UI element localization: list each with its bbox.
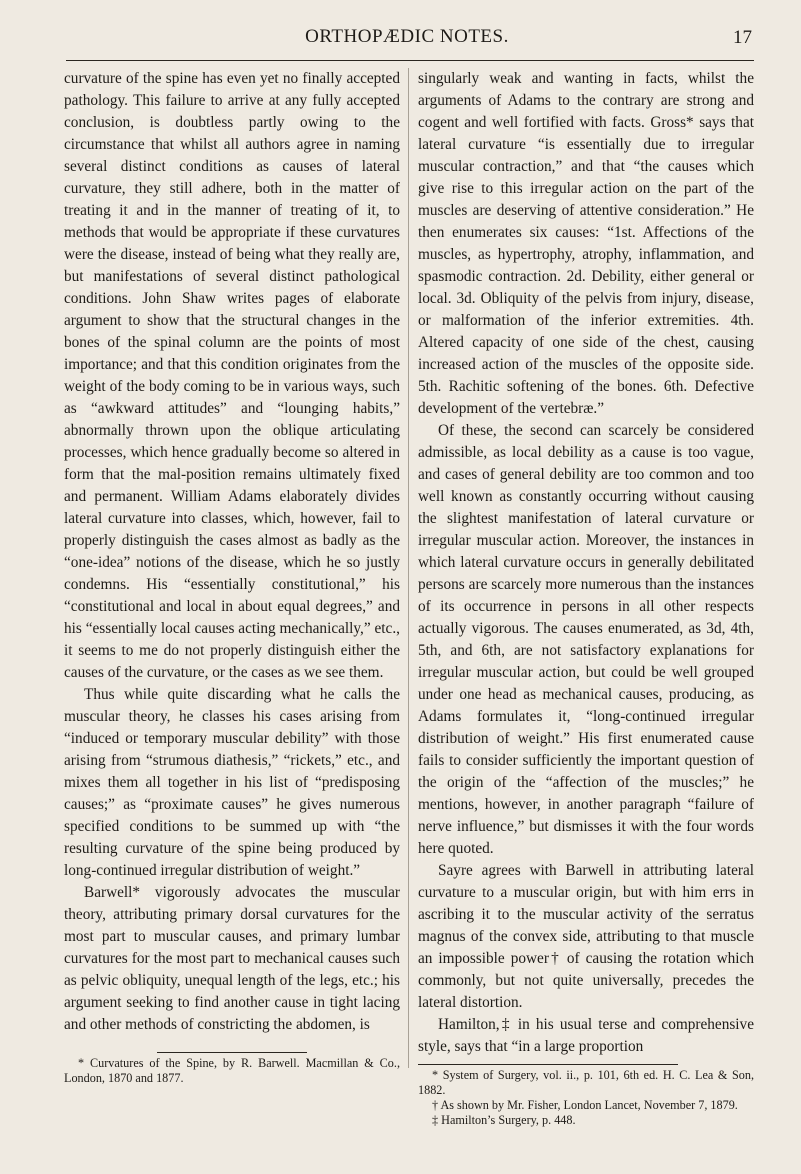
- right-column: [418, 68, 754, 1158]
- paragraph: singularly weak and wanting in facts, whilst the arguments of Adams to the contrary are strong and cogent and well fortified with facts. Gross* says that lateral curvature “is essentially due to irregular muscular contraction,” and that “the causes which give rise to this irregular action on the part of the muscles are deserving of attentive consideration.” He then enumerates six causes: “1st. Affections of the muscles, as hypertrophy, atrophy, inflammation, and spasmodic contraction. 2d. Debility, either general or local. 3d. Obliquity of the pelvis from injury, disease, or malformation of the inferior extremities. 4th. Altered capacity of one side of the chest, causing increased action of the muscles of the opposite side. 5th. Rachitic softening of the bones. 6th. Defective development of the vertebræ.”: [418, 70, 754, 417]
- page-number: 17: [733, 27, 752, 48]
- left-column: [64, 68, 400, 1158]
- paragraph: Sayre agrees with Barwell in attributing lateral curvature to a muscular origin, but with him errs in ascribing it to the muscular activity of the serratus magnus of the convex side, attributing to that muscle an impossible power† of causing the rotation which commonly, but not quite universally, precedes the lateral distortion.: [418, 862, 754, 1011]
- paragraph: Of these, the second can scarcely be considered admissible, as local debility as a cause is too vague, and cases of general debility are too common and too well known as constantly occurring without causing the slightest manifestation of lateral curvature or irregular muscular action. Moreover, the instances in which lateral curvature occurs in generally debilitated persons are scarcely more numerous than the instances of its occurrence in persons in all other respects actually vigorous. The causes enumerated, as 3d, 4th, 5th, and 6th, are not satisfactory explanations for irregular muscular action, but could be well grouped under one head as mechanical causes, producing, as Adams formulates it, “long-continued irregular distribution of weight.” His first enumerated cause fails to consider sufficiently the important question of the origin of the “affection of the muscles;” he mentions, however, in another paragraph “failure of nerve influence,” but dismisses it with the four words here quoted.: [418, 422, 754, 857]
- paragraph: Hamilton,‡ in his usual terse and comprehensive style, says that “in a large proportion: [418, 1016, 754, 1055]
- page-header: [62, 26, 752, 54]
- header-rule: [66, 60, 754, 61]
- running-title: ORTHOPÆDIC NOTES.: [305, 26, 509, 47]
- paragraph: Barwell* vigorously advocates the muscular theory, attributing primary dorsal curvatures for the most part to muscular causes, and primary lumbar curvatures for the most part to mechanical causes such as pelvic obliquity, unequal length of the legs, etc.; his argument seeking to find another cause in tight lacing and other methods of constricting the abdomen, is: [64, 884, 400, 1033]
- footnote: ‡ Hamilton’s Surgery, p. 448.: [432, 1113, 576, 1127]
- footnote-rule: [418, 1064, 678, 1065]
- paragraph: Thus while quite discarding what he calls the muscular theory, he classes his cases arising from “induced or temporary muscular debility” with those arising from “strumous diathesis,” “rickets,” etc., and mixes them all together in his list of “predisposing causes;” as “proximate causes” he gives numerous specified conditions to be summed up with “the resulting curvature of the spine being produced by long-continued irregular distribution of weight.”: [64, 686, 400, 879]
- column-divider: [408, 68, 409, 1068]
- footnote: † As shown by Mr. Fisher, London Lancet, November 7, 1879.: [432, 1098, 738, 1112]
- footnote-rule: [157, 1052, 307, 1053]
- paragraph: curvature of the spine has even yet no finally accepted pathology. This failure to arrive at any fully accepted conclusion, is doubtless partly owing to the circumstance that whilst all authors agree in naming several distinct conditions as causes of lateral curvature, they still adhere, both in the matter of treating it and in the manner of treating of it, to methods that would be appropriate if these curvatures were the disease, instead of being what they really are, but manifestations of several distinct pathological conditions. John Shaw writes pages of elaborate argument to show that the structural changes in the bones of the spinal column are the points of most importance; and that this condition originates from the weight of the body coming to be in various ways, such as “awkward attitudes” and “lounging habits,” abnormally thrown upon the oblique articulating processes, which hence gradually become so altered in form that the mal-position remains ultimately fixed and permanent. William Adams elaborately divides lateral curvature into classes, which, however, fail to properly distinguish the cases almost as badly as the “one-idea” notions of the disease, which he so justly condemns. His “essentially constitutional,” his “constitutional and local in about equal degrees,” and his “essentially local causes acting mechanically,” etc., it seems to me do not properly distinguish either the causes of the curvature, or the cases as we see them.: [64, 70, 400, 681]
- footnote: * Curvatures of the Spine, by R. Barwell. Macmillan & Co., London, 1870 and 1877.: [64, 1056, 400, 1085]
- footnote: * System of Surgery, vol. ii., p. 101, 6th ed. H. C. Lea & Son, 1882.: [418, 1068, 754, 1097]
